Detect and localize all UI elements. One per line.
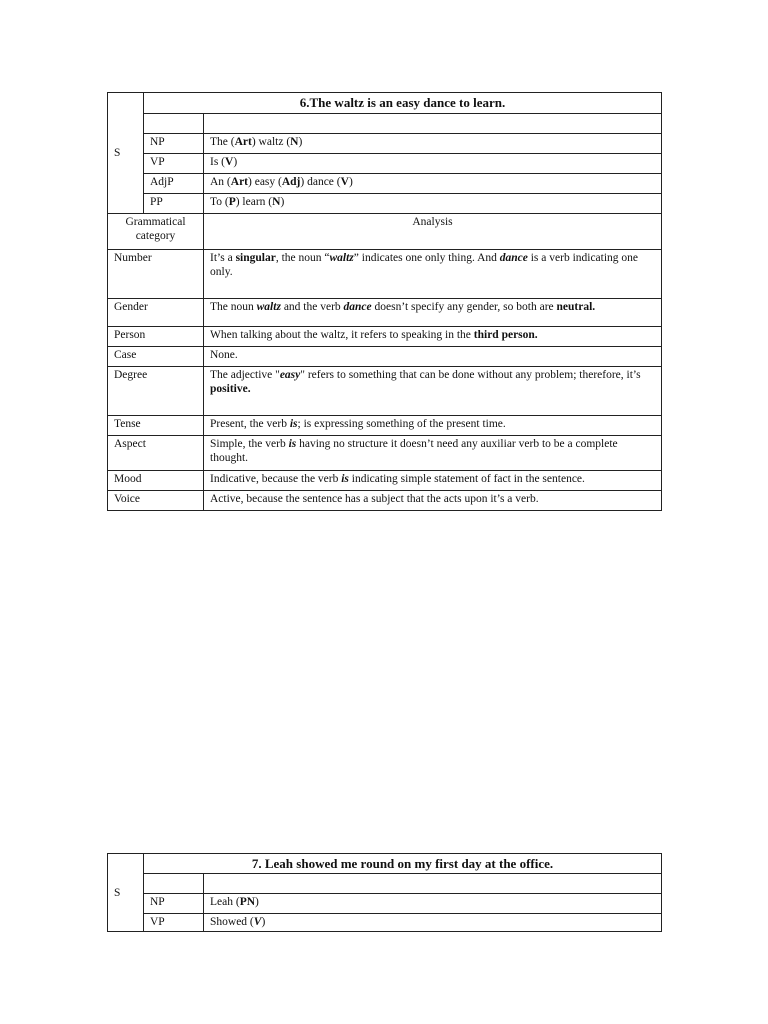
emphasis-text: is [341,473,349,485]
text-run: ) waltz ( [251,136,291,148]
phrase-breakdown [204,194,662,214]
text-run: Is ( [210,156,226,168]
analysis-text [204,250,662,299]
text-run: and the verb [280,301,344,313]
text-run: Showed ( [210,916,254,928]
phrase-breakdown [204,134,662,154]
s-label: S [108,854,144,932]
analysis-table-6 [107,92,662,511]
phrase-label-vp: VP [144,914,204,932]
category-label: Tense [108,416,204,436]
emphasis-text: waltz [329,252,354,264]
text-run: Leah ( [210,896,240,908]
phrase-breakdown [204,914,662,932]
emphasis-text: dance [499,252,528,264]
phrase-label-vp: VP [144,154,204,174]
emphasis-text: Adj [281,176,301,188]
category-label: Case [108,347,204,367]
text-run: Indicative, because the verb [210,473,342,485]
text-run: The adjective " [210,369,280,381]
emphasis-text: Art [234,136,252,148]
text-run: ” indicates one only thing. And [353,252,500,264]
analysis-text [204,491,662,511]
phrase-breakdown [204,154,662,174]
text-run: The ( [210,136,235,148]
phrase-label-pp: PP [144,194,204,214]
text-run: ; is expressing something of the present time. [297,418,506,430]
text-run: ) learn ( [235,196,273,208]
text-run: An ( [210,176,231,188]
analysis-text [204,347,662,367]
category-label: Degree [108,367,204,416]
analysis-text [204,327,662,347]
text-run: ) [280,196,285,208]
empty-cell [204,114,662,134]
analysis-text [204,299,662,327]
phrase-label-np: NP [144,134,204,154]
emphasis-text: V [340,176,349,188]
text-run: Simple, the verb [210,438,289,450]
emphasis-text: third person. [473,329,538,341]
emphasis-text: PN [239,896,256,908]
phrase-breakdown [204,174,662,194]
emphasis-text: is [288,438,297,450]
sentence-title: 7. Leah showed me round on my first day at the office. [144,854,662,874]
text-run: doesn’t specify any gender, so both are [371,301,557,313]
emphasis-text: is [289,418,298,430]
header-grammatical-category: Grammatical category [108,214,204,250]
emphasis-text: dance [343,301,372,313]
text-run: It’s a [210,252,236,264]
analysis-text [204,471,662,491]
text-run: ) [348,176,353,188]
emphasis-text: P [228,196,236,208]
text-run: ) [255,896,259,908]
emphasis-text: waltz [256,301,281,313]
sentence-title: 6.The waltz is an easy dance to learn. [144,93,662,114]
text-run: is a verb indicating one only. [210,252,639,278]
category-label: Person [108,327,204,347]
emphasis-text: Art [230,176,249,188]
emphasis-text: V [225,156,234,168]
emphasis-text: singular [235,252,276,264]
analysis-text [204,416,662,436]
phrase-breakdown [204,894,662,914]
empty-cell [144,114,204,134]
category-label: Mood [108,471,204,491]
category-label: Number [108,250,204,299]
phrase-label-np: NP [144,894,204,914]
text-run: The noun [210,301,257,313]
text-run: ) [298,136,303,148]
text-run: , the noun “ [275,252,330,264]
s-label: S [108,93,144,214]
emphasis-text: V [253,916,262,928]
empty-cell [144,874,204,894]
emphasis-text: positive. [210,383,251,395]
text-run: " refers to something that can be done without any problem; therefore, it’s [300,369,641,381]
text-run: Present, the verb [210,418,290,430]
emphasis-text: easy [279,369,301,381]
text-run: ) [233,156,238,168]
emphasis-text: N [272,196,281,208]
category-label: Gender [108,299,204,327]
text-run: ) [261,916,266,928]
analysis-text [204,436,662,471]
emphasis-text: N [290,136,299,148]
text-run: To ( [210,196,229,208]
analysis-text [204,367,662,416]
phrase-label-adjp: AdjP [144,174,204,194]
emphasis-text: neutral. [556,301,596,313]
text-run: ) easy ( [248,176,282,188]
header-analysis: Analysis [204,214,662,250]
category-label: Voice [108,491,204,511]
empty-cell [204,874,662,894]
text-run: Active, because the sentence has a subject that the acts upon it’s a verb. [210,493,539,505]
text-run: ) dance ( [300,176,341,188]
text-run: indicating simple statement of fact in the sentence. [348,473,585,485]
text-run: having no structure it doesn’t need any auxiliar verb to be a complete thought. [210,438,618,464]
text-run: None. [210,349,238,361]
category-label: Aspect [108,436,204,471]
analysis-table-7 [107,853,662,932]
text-run: When talking about the waltz, it refers to speaking in the [210,329,474,341]
